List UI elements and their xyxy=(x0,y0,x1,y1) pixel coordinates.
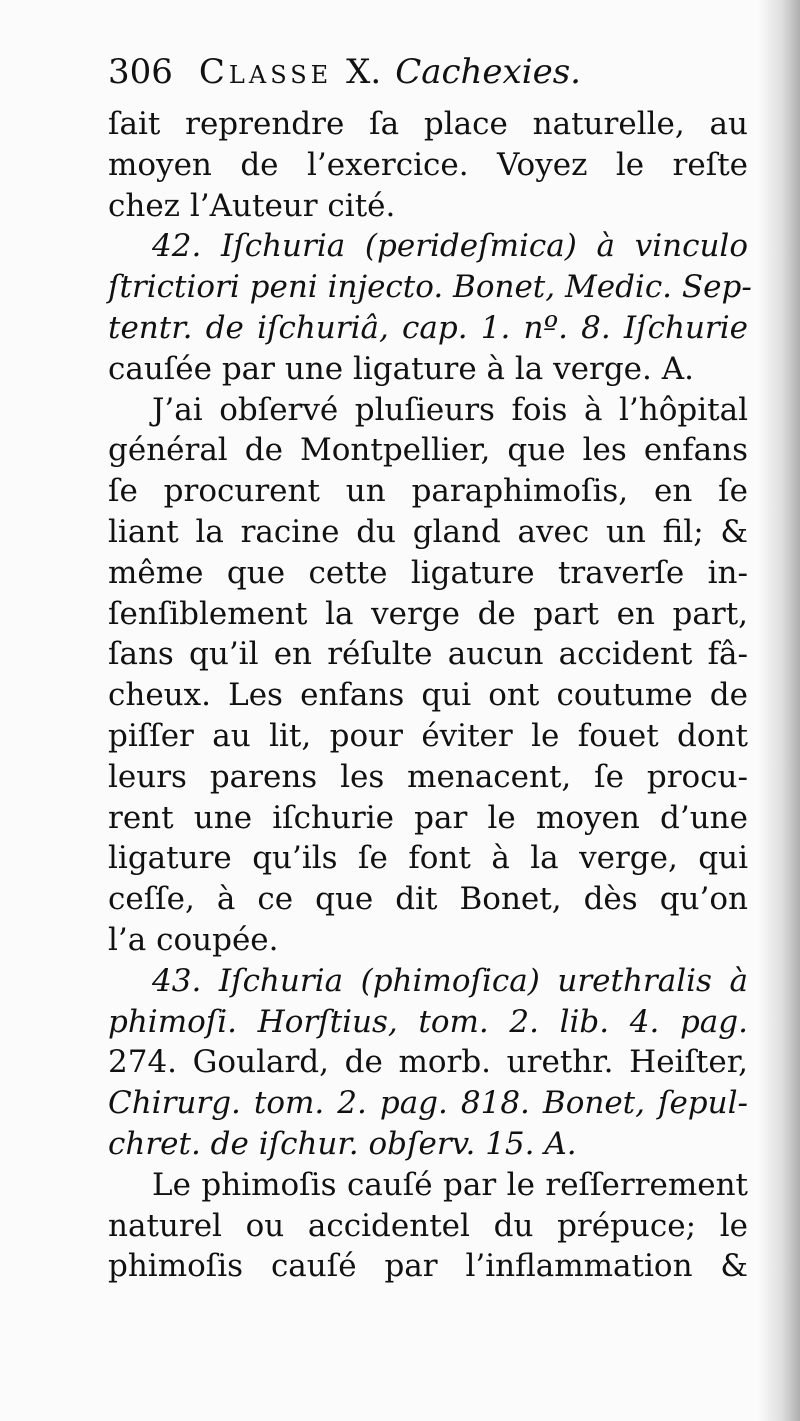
text-line: J’ai obſervé pluſieurs fois à l’hôpital xyxy=(152,391,748,428)
text-line: cheux. Les enfans qui ont coutume de xyxy=(108,677,748,714)
text-line: moyen de l’exercice. Voyez le reſte xyxy=(108,146,748,183)
section-title: Cachexies. xyxy=(395,52,581,92)
class-number: X. xyxy=(346,52,382,92)
text-line: naturel ou accidentel du prépuce; le xyxy=(108,1207,748,1244)
text-line: ſans qu’il en réſulte aucun accident fâ- xyxy=(108,636,748,673)
text-line: piſſer au lit, pour éviter le fouet dont xyxy=(108,717,748,754)
page-text-block xyxy=(108,40,752,1287)
text-line: rent une iſchurie par le moyen d’une xyxy=(108,799,748,836)
text-line: phimoſis cauſé par l’inflammation & xyxy=(108,1248,748,1285)
text-line: général de Montpellier, que les enfans xyxy=(108,432,748,469)
text-line: liant la racine du gland avec un fil; & xyxy=(108,513,748,550)
text-line: l’a coupée. xyxy=(108,921,279,958)
text-line: ſenſiblement la verge de part en part, xyxy=(108,595,748,632)
text-line: 42. Iſchuria (perideſmica) à vinculo xyxy=(152,228,748,265)
text-line: Le phimoſis cauſé par le reſſerrement xyxy=(152,1166,748,1203)
text-line: 43. Iſchuria (phimoſica) urethralis à xyxy=(152,962,748,999)
text-line: ligature qu’ils ſe font à la verge, qui xyxy=(108,840,748,877)
text-line: chret. de iſchur. obſerv. 15. A. xyxy=(108,1125,577,1162)
text-line: ſait reprendre ſa place naturelle, au xyxy=(108,106,748,142)
text-line: leurs parens les menacent, ſe procu- xyxy=(108,758,748,795)
text-line: ſe procurent un paraphimoſis, en ſe xyxy=(108,473,748,510)
page-number: 306 xyxy=(108,52,173,92)
text-line: Chirurg. tom. 2. pag. 818. Bonet, ſepul- xyxy=(108,1085,748,1122)
text-line: ceſſe, à ce que dit Bonet, dès qu’on xyxy=(108,881,748,918)
class-label: Classe xyxy=(198,52,333,92)
text-line: ſtrictiori peni injecto. Bonet, Medic. Sep- xyxy=(108,269,752,306)
text-line: 274. Goulard, de morb. urethr. Heiſter, xyxy=(108,1044,748,1081)
text-line: même que cette ligature traverſe in- xyxy=(108,554,748,591)
running-header xyxy=(108,40,748,104)
text-line: tentr. de iſchuriâ, cap. 1. nº. 8. Iſchurie xyxy=(108,309,748,346)
text-line: chez l’Auteur cité. xyxy=(108,187,396,224)
text-line: cauſée par une ligature à la verge. A. xyxy=(108,350,694,387)
text-line: phimoſi. Horſtius, tom. 2. lib. 4. pag. xyxy=(108,1003,748,1040)
page-edge-shadow xyxy=(758,0,800,1421)
